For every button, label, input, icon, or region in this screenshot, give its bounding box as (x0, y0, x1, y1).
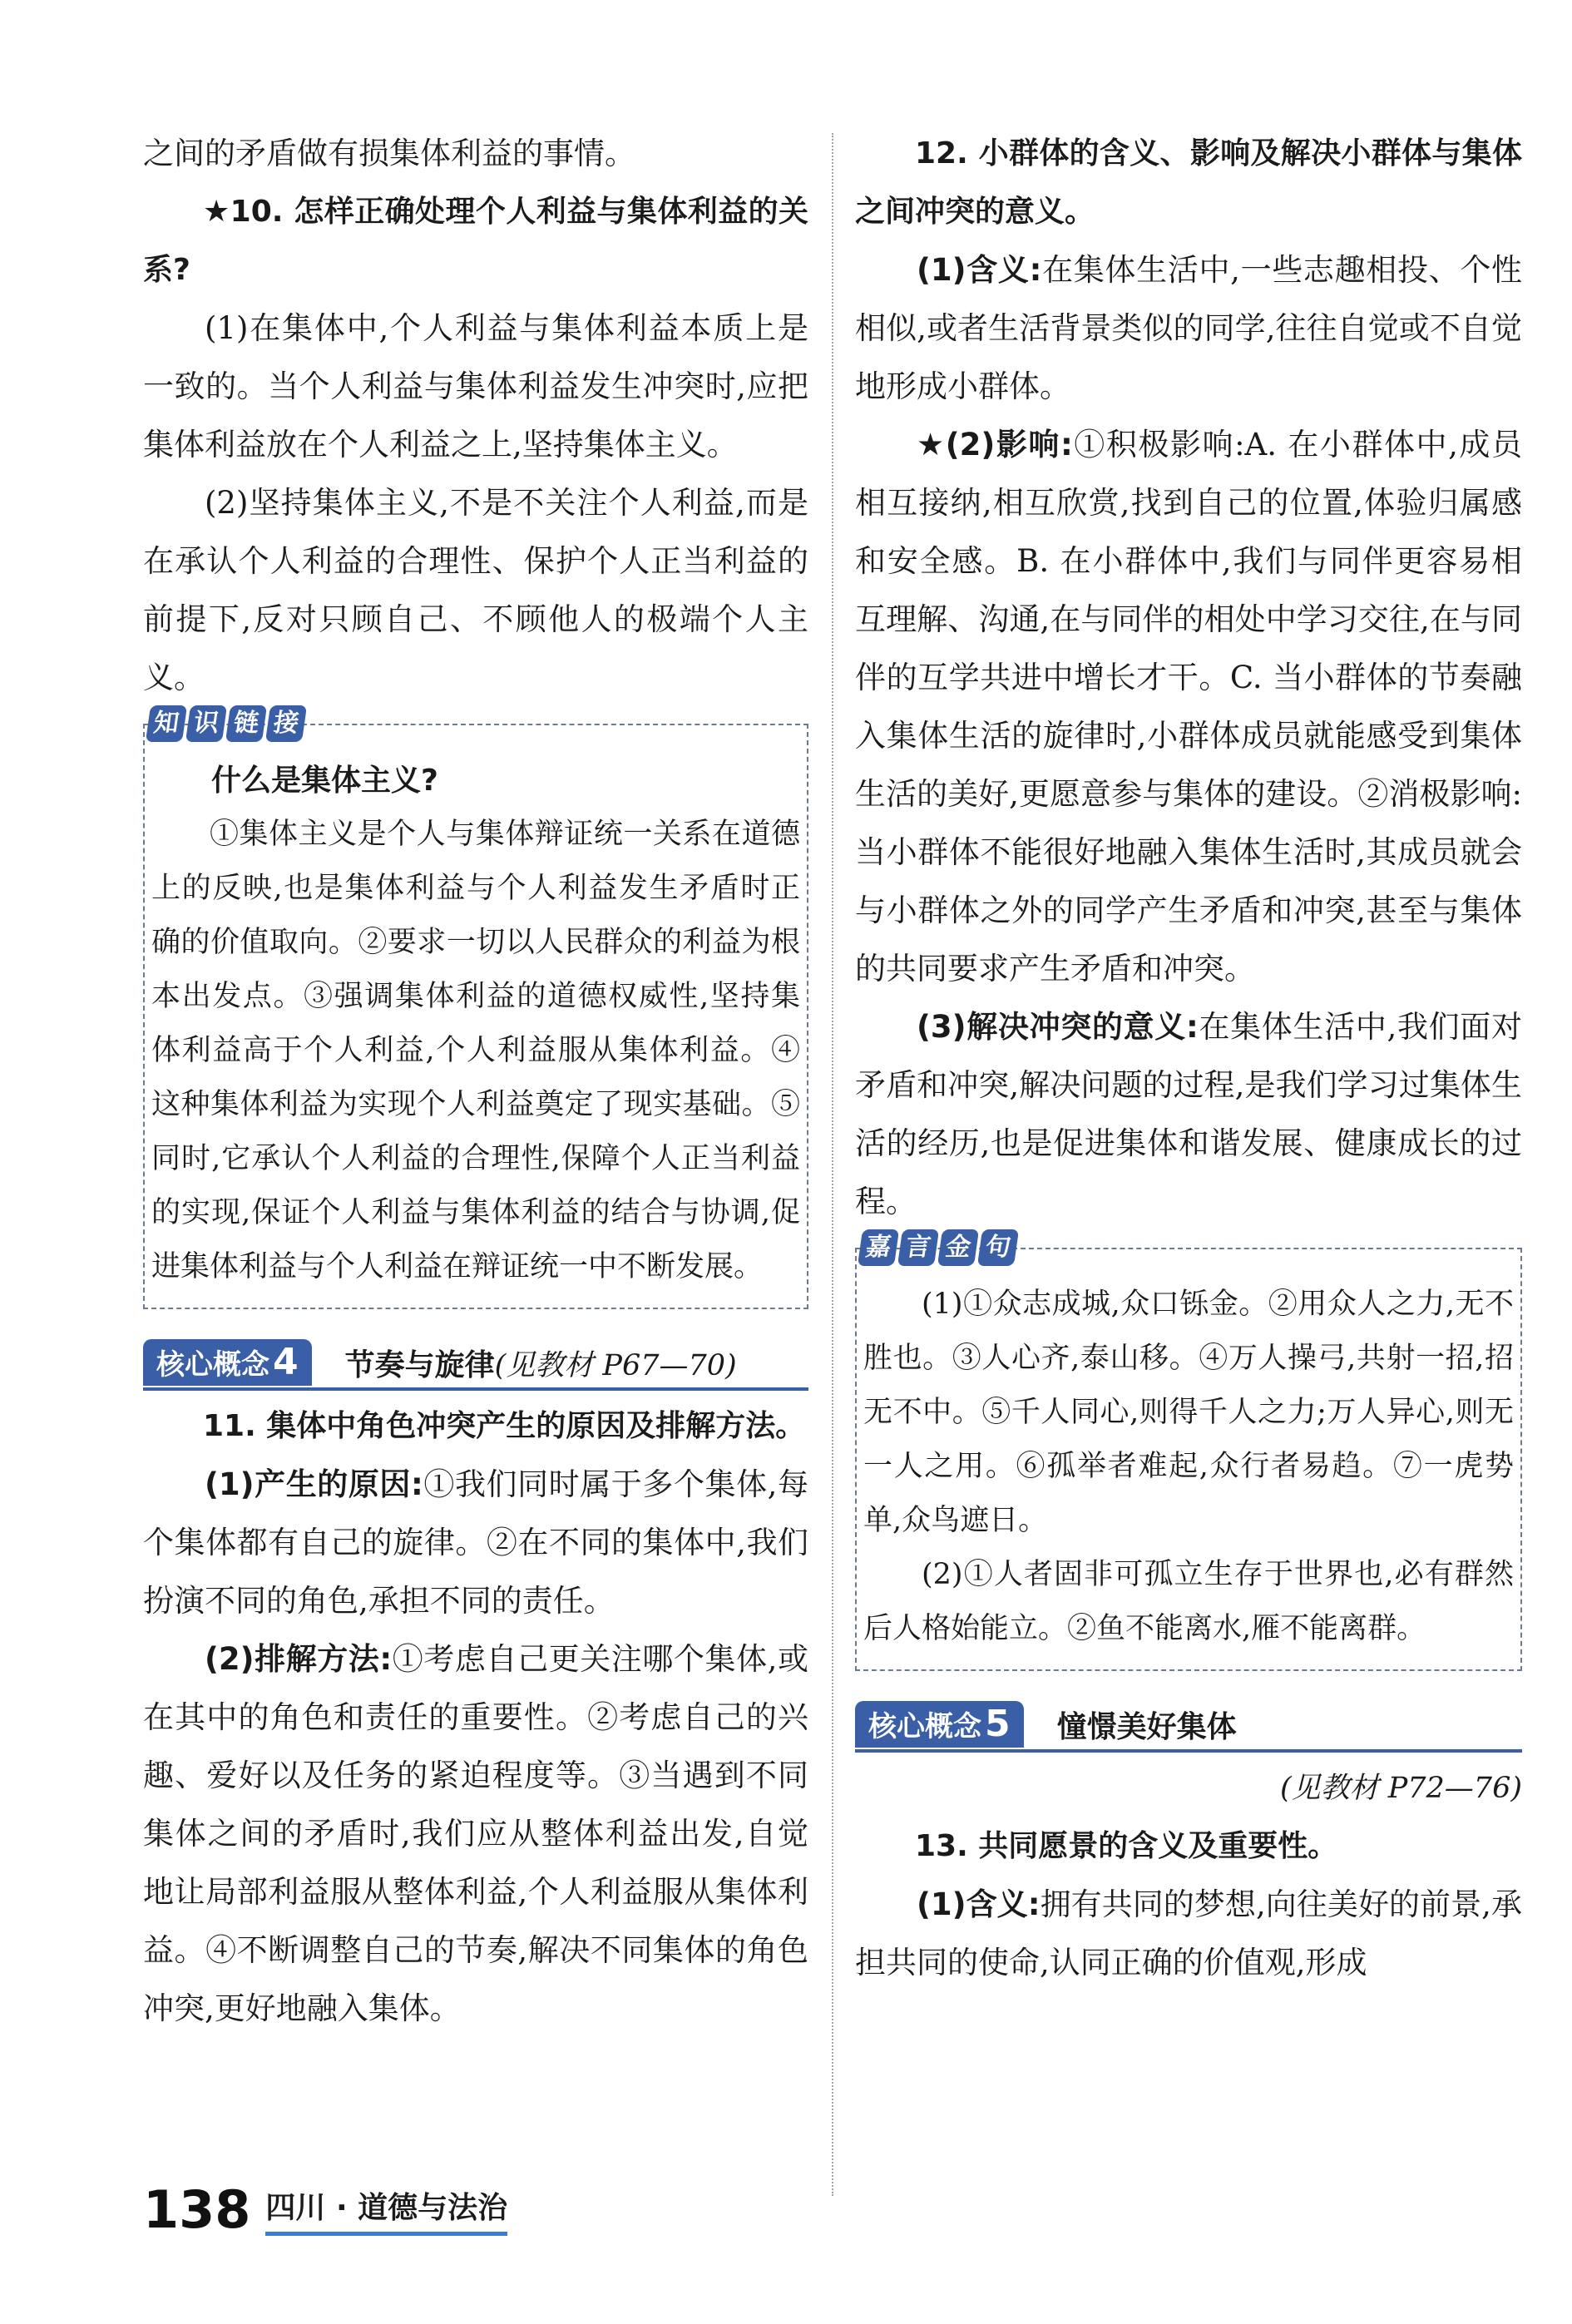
textbook-reference: (见教材 P72—76) (1279, 1772, 1522, 1805)
knowledge-link-box (143, 709, 808, 1309)
question-10: ★10. 怎样正确处理个人利益与集体利益的关系? (143, 195, 808, 287)
box-title: 什么是集体主义? (211, 764, 438, 798)
core-concept-tag: 核心概念4 (143, 1339, 312, 1386)
page-number: 138 (143, 2179, 251, 2240)
core-concept-4-header (143, 1338, 808, 1391)
quotes-badge: 嘉 言 金 句 (860, 1229, 1016, 1266)
core-concept-title: 憧憬美好集体 (1056, 1709, 1237, 1744)
paragraph: (1)含义:拥有共同的梦想,向往美好的前景,承担共同的使命,认同正确的价值观,形成 (855, 1886, 1522, 1980)
left-column (143, 125, 808, 2038)
box-text: ①集体主义是个人与集体辩证统一关系在道德上的反映,也是集体利益与个人利益发生矛盾时正确的价值取向。②要求一切以人民群众的利益为根本出发点。③强调集体利益的道德权威性,坚持集体利益高于个人利益,个人利益服从集体利益。④这种集体利益为实现个人利益奠定了现实基础。⑤同时,它承认个人利益的合理性,保障个人正当利益的实现,保证个人利益与集体利益的结合与协调,促进集体利益与个人利益在辩证统一中不断发展。 (151, 818, 800, 1283)
paragraph: (2)排解方法:①考虑自己更关注哪个集体,或在其中的角色和责任的重要性。②考虑自己的兴趣、爱好以及任务的紧迫程度等。③当遇到不同集体之间的矛盾时,我们应从整体利益出发,自觉地让局部利益服从整体利益,个人利益服从集体利益。④不断调整自己的节奏,解决不同集体的角色冲突,更好地融入集体。 (143, 1641, 808, 2026)
paragraph: (3)解决冲突的意义:在集体生活中,我们面对矛盾和冲突,解决问题的过程,是我们学习过集体生活的经历,也是促进集体和谐发展、健康成长的过程。 (855, 1009, 1522, 1219)
core-concept-title: 节奏与旋律(见教材 P67—70) (344, 1347, 737, 1382)
paragraph: (1)在集体中,个人利益与集体利益本质上是一致的。当个人利益与集体利益发生冲突时,应把集体利益放在个人利益之上,坚持集体主义。 (143, 310, 808, 462)
paragraph: (1)产生的原因:①我们同时属于多个集体,每个集体都有自己的旋律。②在不同的集体中,我们扮演不同的角色,承担不同的责任。 (143, 1466, 808, 1619)
core-concept-tag: 核心概念5 (855, 1701, 1024, 1748)
right-column (855, 125, 1522, 1992)
box-text: (1)①众志成城,众口铄金。②用众人之力,无不胜也。③人心齐,泰山移。④万人操弓,共射一招,招无不中。⑤千人同心,则得千人之力;万人异心,则无一人之用。⑥孤举者难起,众行者易趋。⑦一虎势单,众鸟遮日。 (863, 1288, 1514, 1537)
core-concept-5-header (855, 1699, 1522, 1753)
paragraph: (1)含义:在集体生活中,一些志趣相投、个性相似,或者生活背景类似的同学,往往自觉或不自觉地形成小群体。 (855, 252, 1522, 404)
paragraph: ★(2)影响:①积极影响:A. 在小群体中,成员相互接纳,相互欣赏,找到自己的位置,体验归属感和安全感。B. 在小群体中,我们与同伴更容易相互理解、沟通,在与同伴的相处中学习交往,在与同伴的互学共进中增长才干。C. 当小群体的节奏融入集体生活的旋律时,小群体成员就能感受到集体生活的美好,更愿意参与集体的建设。②消极影响:当小群体不能很好地融入集体生活时,其成员就会与小群体之外的同学产生矛盾和冲突,甚至与集体的共同要求产生矛盾和冲突。 (855, 427, 1522, 986)
paragraph: (2)坚持集体主义,不是不关注个人利益,而是在承认个人利益的合理性、保护个人正当利益的前提下,反对只顾自己、不顾他人的极端个人主义。 (143, 485, 808, 695)
quotes-box (855, 1233, 1522, 1671)
question-13: 13. 共同愿景的含义及重要性。 (915, 1829, 1338, 1863)
question-12: 12. 小群体的含义、影响及解决小群体与集体之间冲突的意义。 (855, 136, 1522, 229)
column-divider (832, 133, 833, 2196)
paragraph: 之间的矛盾做有损集体利益的事情。 (143, 136, 635, 171)
box-text: (2)①人者固非可孤立生存于世界也,必有群然后人格始能立。②鱼不能离水,雁不能离群。 (863, 1558, 1514, 1645)
page-footer (143, 2179, 508, 2240)
question-11: 11. 集体中角色冲突产生的原因及排解方法。 (203, 1409, 806, 1443)
book-subject: 四川 · 道德与法治 (265, 2184, 507, 2236)
knowledge-link-badge: 知 识 链 接 (148, 705, 304, 742)
